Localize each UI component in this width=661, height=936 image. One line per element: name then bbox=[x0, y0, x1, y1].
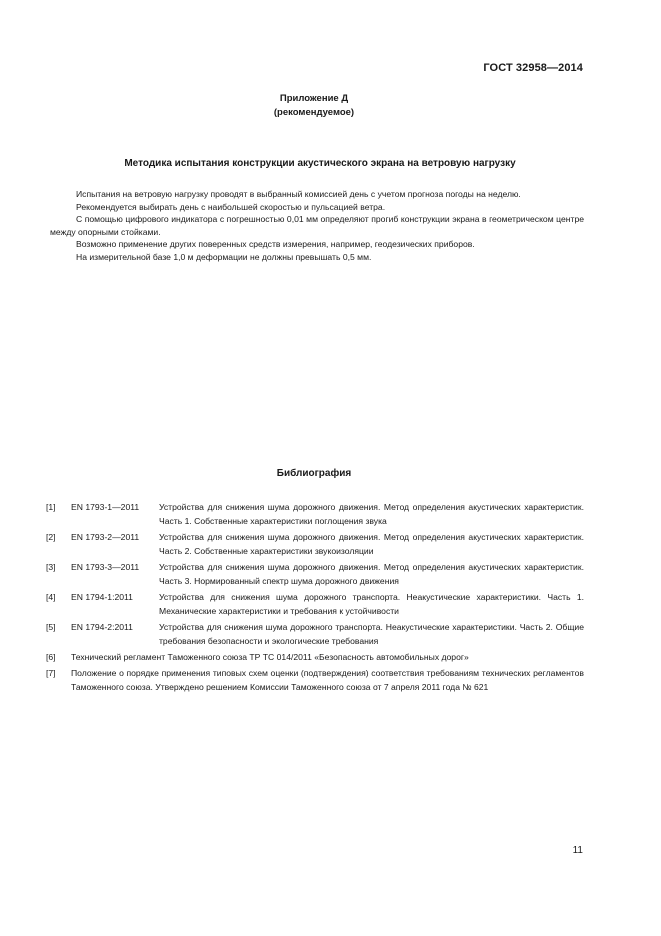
bibliography-number: [6] bbox=[46, 651, 56, 662]
method-body bbox=[50, 188, 584, 264]
bibliography-item bbox=[46, 666, 584, 695]
bibliography-number: [2] bbox=[46, 531, 56, 542]
annex-heading bbox=[0, 92, 628, 120]
bibliography-code: EN 1793-2—2011 bbox=[71, 531, 140, 542]
paragraph: Испытания на ветровую нагрузку проводят в выбранный комиссией день с учетом прогноза погоды на неделю. bbox=[76, 189, 521, 199]
bibliography-number: [7] bbox=[46, 667, 56, 678]
bibliography-code: EN 1793-3—2011 bbox=[71, 561, 140, 572]
bibliography-text: Устройства для снижения шума дорожного движения. Метод определения акустических характеристик. Часть 1. Собственные характеристики поглощения звука bbox=[159, 502, 584, 527]
bibliography-item bbox=[46, 650, 584, 664]
bibliography-text: Устройства для снижения шума дорожного транспорта. Неакустические характеристики. Часть 2. Общие требования безопасности и экологические требования bbox=[159, 621, 584, 647]
bibliography-text: Устройства для снижения шума дорожного движения. Метод определения акустических характеристик. Часть 3. Нормированный спектр шума дорожного движения bbox=[159, 561, 584, 587]
bibliography-title: Библиография bbox=[276, 468, 352, 479]
bibliography-text: Технический регламент Таможенного союза ТР ТС 014/2011 «Безопасность автомобильных дорог» bbox=[71, 651, 469, 662]
bibliography-text: Устройства для снижения шума дорожного движения. Метод определения акустических характеристик. Часть 2. Собственные характеристики звукоизоляции bbox=[159, 531, 584, 557]
bibliography-code: EN 1794-2:2011 bbox=[71, 621, 133, 632]
bibliography-text: Устройства для снижения шума дорожного транспорта. Неакустические характеристики. Часть 1. Механические характеристики и требования к устойчивости bbox=[159, 591, 584, 617]
bibliography-code: EN 1794-1:2011 bbox=[71, 591, 133, 602]
bibliography-item bbox=[46, 530, 584, 559]
annex-title: Приложение Д bbox=[279, 93, 349, 104]
bibliography-number: [1] bbox=[46, 502, 56, 512]
bibliography-number: [3] bbox=[46, 561, 56, 572]
bibliography-list bbox=[46, 500, 584, 696]
paragraph: С помощью цифрового индикатора с погрешностью 0,01 мм определяют прогиб конструкции экрана в геометрическом центре между опорными стойками. bbox=[50, 214, 584, 237]
paragraph: Рекомендуется выбирать день с наибольшей скоростью и пульсацией ветра. bbox=[76, 201, 386, 212]
paragraph: Возможно применение других поверенных средств измерения, например, геодезических приборов. bbox=[76, 239, 475, 250]
bibliography-item bbox=[46, 590, 584, 619]
bibliography-item bbox=[46, 500, 584, 529]
method-title: Методика испытания конструкции акустического экрана на ветровую нагрузку bbox=[124, 158, 516, 169]
page-number: 11 bbox=[572, 845, 583, 856]
annex-status: (рекомендуемое) bbox=[273, 107, 355, 118]
bibliography-code: EN 1793-1—2011 bbox=[71, 502, 140, 512]
bibliography-text: Положение о порядке применения типовых схем оценки (подтверждения) соответствия требованиям технических регламентов Таможенного союза. Утверждено решением Комиссии Таможенного союза от 7 апреля 2011 года № 621 bbox=[71, 667, 584, 692]
paragraph: На измерительной базе 1,0 м деформации не должны превышать 0,5 мм. bbox=[76, 251, 372, 262]
bibliography-item bbox=[46, 620, 584, 649]
bibliography-item bbox=[46, 560, 584, 589]
bibliography-number: [5] bbox=[46, 621, 56, 632]
standard-number: ГОСТ 32958—2014 bbox=[483, 62, 583, 74]
bibliography-number: [4] bbox=[46, 591, 56, 602]
